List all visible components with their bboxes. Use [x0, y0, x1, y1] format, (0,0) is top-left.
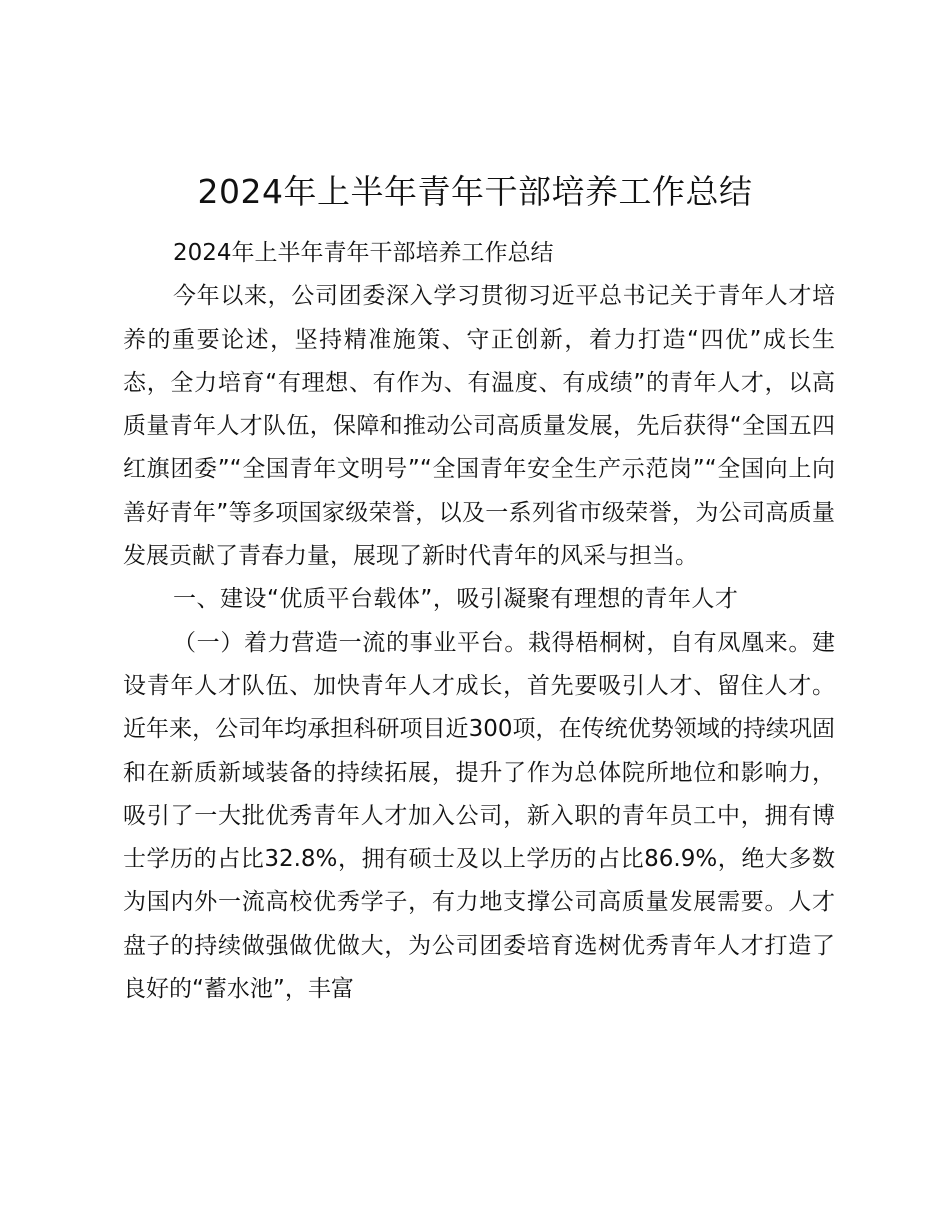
- section-paragraph: （一）着力营造一流的事业平台。栽得梧桐树，自有凤凰来。建设青年人才队伍、加快青年人才成长，首先要吸引人才、留住人才。近年来，公司年均承担科研项目近300项，在传统优势领域的持续巩固和在新质新域装备的持续拓展，提升了作为总体院所地位和影响力，吸引了一大批优秀青年人才加入公司，新入职的青年员工中，拥有博士学历的占比32.8%，拥有硕士及以上学历的占比86.9%，绝大多数为国内外一流高校优秀学子，有力地支撑公司高质量发展需要。人才盘子的持续做强做优做大，为公司团委培育选树优秀青年人才打造了良好的“蓄水池”，丰富: [123, 629, 835, 1003]
- subtitle-paragraph: 2024年上半年青年干部培养工作总结: [173, 240, 554, 266]
- document-body: [123, 232, 835, 1011]
- section-heading: 一、建设“优质平台载体”，吸引凝聚有理想的青年人才: [173, 586, 739, 613]
- intro-paragraph: 今年以来，公司团委深入学习贯彻习近平总书记关于青年人才培养的重要论述，坚持精准施策、守正创新，着力打造“四优”成长生态，全力培育“有理想、有作为、有温度、有成绩”的青年人才，以高质量青年人才队伍，保障和推动公司高质量发展，先后获得“全国五四红旗团委”“全国青年文明号”“全国青年安全生产示范岗”“全国向上向善好青年”等多项国家级荣誉，以及一系列省市级荣誉，为公司高质量发展贡献了青春力量，展现了新时代青年的风采与担当。: [123, 283, 835, 570]
- document-title: 2024年上半年青年干部培养工作总结: [197, 172, 753, 211]
